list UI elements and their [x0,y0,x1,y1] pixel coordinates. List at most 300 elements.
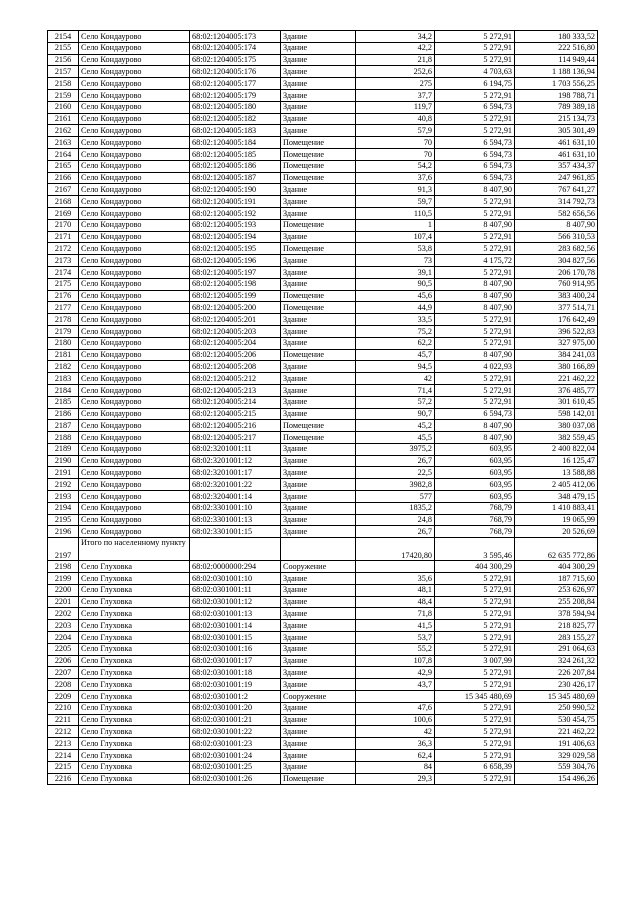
table-row [48,738,598,750]
cadastral-number-cell: 68:02:1204005:203 [190,325,281,337]
unit-value-cell: 5 272,91 [435,207,515,219]
cadastral-number-cell: 68:02:1204005:212 [190,373,281,385]
object-type-cell: Помещение [281,243,356,255]
area-cell: 22,5 [356,467,435,479]
unit-value-cell: 8 407,90 [435,278,515,290]
row-number-cell: 2194 [48,502,79,514]
table-row [48,573,598,585]
row-number-cell: 2202 [48,608,79,620]
cadastral-number-cell: 68:02:0301001:23 [190,738,281,750]
settlement-name-cell: Село Кондаурово [79,78,190,90]
settlement-name-cell: Село Кондаурово [79,219,190,231]
area-cell: 54,2 [356,160,435,172]
row-number-cell: 2182 [48,361,79,373]
unit-value-cell: 5 272,91 [435,396,515,408]
cadastral-value-cell: 255 208,84 [515,596,598,608]
area-cell: 100,6 [356,714,435,726]
settlement-name-cell: Село Кондаурово [79,243,190,255]
object-type-cell: Здание [281,655,356,667]
cadastral-value-cell: 15 345 480,69 [515,691,598,703]
unit-value-cell: 5 272,91 [435,113,515,125]
table-row [48,207,598,219]
object-type-cell: Сооружение [281,691,356,703]
object-type-cell: Здание [281,207,356,219]
settlement-name-cell: Село Кондаурово [79,54,190,66]
table-row [48,467,598,479]
area-cell: 40,8 [356,113,435,125]
cadastral-value-cell: 461 631,10 [515,137,598,149]
object-type-cell: Помещение [281,302,356,314]
cadastral-number-cell: 68:02:1204005:193 [190,219,281,231]
cadastral-number-cell [190,538,281,561]
table-row [48,266,598,278]
object-type-cell: Здание [281,266,356,278]
row-number-cell: 2183 [48,373,79,385]
area-cell: 275 [356,78,435,90]
cadastral-number-cell: 68:02:1204005:216 [190,420,281,432]
cadastral-number-cell: 68:02:1204005:176 [190,66,281,78]
area-cell: 70 [356,148,435,160]
cadastral-number-cell: 68:02:1204005:174 [190,42,281,54]
area-cell: 37,7 [356,89,435,101]
cadastral-number-cell: 68:02:1204005:183 [190,125,281,137]
row-number-cell: 2156 [48,54,79,66]
row-number-cell: 2165 [48,160,79,172]
settlement-name-cell: Село Глуховка [79,620,190,632]
row-number-cell: 2158 [48,78,79,90]
area-cell: 577 [356,491,435,503]
object-type-cell: Здание [281,373,356,385]
row-number-cell: 2213 [48,738,79,750]
unit-value-cell: 6 658,39 [435,761,515,773]
cadastral-value-cell: 566 310,53 [515,231,598,243]
object-type-cell: Здание [281,714,356,726]
settlement-name-cell: Село Глуховка [79,667,190,679]
cadastral-value-cell: 377 514,71 [515,302,598,314]
area-cell: 91,3 [356,184,435,196]
object-type-cell: Здание [281,726,356,738]
cadastral-number-cell: 68:02:3301001:15 [190,526,281,538]
cadastral-value-cell: 187 715,60 [515,573,598,585]
object-type-cell: Здание [281,125,356,137]
table-row [48,148,598,160]
row-number-cell: 2177 [48,302,79,314]
cadastral-number-cell: 68:02:3201001:17 [190,467,281,479]
row-number-cell: 2214 [48,750,79,762]
area-cell: 42 [356,726,435,738]
unit-value-cell: 6 594,73 [435,408,515,420]
unit-value-cell: 5 272,91 [435,314,515,326]
object-type-cell: Здание [281,31,356,43]
cadastral-value-cell: 305 301,49 [515,125,598,137]
unit-value-cell: 768,79 [435,502,515,514]
table-row [48,702,598,714]
area-cell: 75,2 [356,325,435,337]
cadastral-value-cell: 324 261,32 [515,655,598,667]
cadastral-number-cell: 68:02:3201001:12 [190,455,281,467]
object-type-cell: Здание [281,89,356,101]
cadastral-value-cell: 222 516,80 [515,42,598,54]
unit-value-cell: 8 407,90 [435,432,515,444]
unit-value-cell: 5 272,91 [435,679,515,691]
object-type-cell: Здание [281,255,356,267]
unit-value-cell: 603,95 [435,491,515,503]
table-row [48,302,598,314]
object-type-cell: Здание [281,761,356,773]
unit-value-cell: 603,95 [435,479,515,491]
cadastral-value-cell: 301 610,45 [515,396,598,408]
area-cell [356,691,435,703]
table-row [48,219,598,231]
cadastral-number-cell: 68:02:0301001:26 [190,773,281,785]
settlement-name-cell: Село Кондаурово [79,31,190,43]
row-number-cell: 2170 [48,219,79,231]
settlement-name-cell: Село Кондаурово [79,113,190,125]
row-number-cell: 2193 [48,491,79,503]
object-type-cell: Здание [281,101,356,113]
cadastral-number-cell: 68:02:1204005:194 [190,231,281,243]
object-type-cell: Помещение [281,137,356,149]
cadastral-value-cell: 218 825,77 [515,620,598,632]
table-row [48,643,598,655]
object-type-cell: Здание [281,491,356,503]
cadastral-number-cell: 68:02:0301001:14 [190,620,281,632]
cadastral-value-cell: 530 454,75 [515,714,598,726]
object-type-cell: Здание [281,231,356,243]
cadastral-value-cell: 348 479,15 [515,491,598,503]
settlement-name-cell: Село Кондаурово [79,278,190,290]
table-row [48,632,598,644]
object-type-cell: Здание [281,467,356,479]
cadastral-value-cell: 382 559,45 [515,432,598,444]
object-type-cell: Помещение [281,773,356,785]
unit-value-cell: 5 272,91 [435,750,515,762]
settlement-name-cell: Село Кондаурово [79,137,190,149]
cadastral-value-cell: 19 065,99 [515,514,598,526]
object-type-cell: Здание [281,750,356,762]
table-row [48,773,598,785]
row-number-cell: 2166 [48,172,79,184]
settlement-name-cell: Село Кондаурово [79,66,190,78]
table-row [48,373,598,385]
cadastral-value-cell: 230 426,17 [515,679,598,691]
settlement-name-cell: Село Кондаурово [79,266,190,278]
unit-value-cell: 603,95 [435,455,515,467]
unit-value-cell: 5 272,91 [435,773,515,785]
area-cell: 42 [356,373,435,385]
table-row [48,31,598,43]
cadastral-number-cell: 68:02:0301001:18 [190,667,281,679]
unit-value-cell: 603,95 [435,467,515,479]
cadastral-value-cell: 250 990,52 [515,702,598,714]
area-cell: 62,2 [356,337,435,349]
cadastral-value-cell: 2 400 822,04 [515,443,598,455]
unit-value-cell: 5 272,91 [435,584,515,596]
cadastral-value-cell: 221 462,22 [515,726,598,738]
area-cell: 35,6 [356,573,435,585]
cadastral-number-cell: 68:02:1204005:217 [190,432,281,444]
area-cell: 62,4 [356,750,435,762]
unit-value-cell: 5 272,91 [435,196,515,208]
table-row [48,113,598,125]
row-number-cell: 2185 [48,396,79,408]
object-type-cell: Здание [281,314,356,326]
table-row [48,691,598,703]
cadastral-number-cell: 68:02:1204005:187 [190,172,281,184]
unit-value-cell: 768,79 [435,514,515,526]
row-number-cell: 2199 [48,573,79,585]
settlement-name-cell: Село Глуховка [79,679,190,691]
object-type-cell: Здание [281,514,356,526]
cadastral-number-cell: 68:02:3201001:22 [190,479,281,491]
settlement-name-cell: Село Кондаурово [79,290,190,302]
row-number-cell: 2195 [48,514,79,526]
object-type-cell: Помещение [281,432,356,444]
object-type-cell: Здание [281,66,356,78]
area-cell: 48,1 [356,584,435,596]
settlement-name-cell: Село Кондаурово [79,396,190,408]
unit-value-cell: 5 272,91 [435,573,515,585]
area-cell: 90,5 [356,278,435,290]
settlement-name-cell: Село Глуховка [79,632,190,644]
cadastral-value-cell: 378 594,94 [515,608,598,620]
cadastral-number-cell: 68:02:0301001:21 [190,714,281,726]
cadastral-number-cell: 68:02:0301001:17 [190,655,281,667]
table-row [48,125,598,137]
table-row [48,491,598,503]
area-cell: 44,9 [356,302,435,314]
row-number-cell: 2209 [48,691,79,703]
area-cell: 3975,2 [356,443,435,455]
row-number-cell: 2181 [48,349,79,361]
object-type-cell: Здание [281,42,356,54]
cadastral-value-cell: 221 462,22 [515,373,598,385]
table-row [48,196,598,208]
area-cell: 59,7 [356,196,435,208]
cadastral-value-cell: 180 333,52 [515,31,598,43]
settlement-name-cell: Село Кондаурово [79,432,190,444]
area-cell: 41,5 [356,620,435,632]
settlement-name-cell: Село Глуховка [79,714,190,726]
unit-value-cell: 3 595,46 [435,538,515,561]
cadastral-number-cell: 68:02:1204005:191 [190,196,281,208]
unit-value-cell: 5 272,91 [435,596,515,608]
cadastral-number-cell: 68:02:1204005:177 [190,78,281,90]
cadastral-number-cell: 68:02:3301001:10 [190,502,281,514]
row-number-cell: 2179 [48,325,79,337]
settlement-name-cell: Село Глуховка [79,738,190,750]
table-row [48,750,598,762]
settlement-name-cell: Село Кондаурово [79,302,190,314]
cadastral-number-cell: 68:02:0301001:13 [190,608,281,620]
cadastral-value-cell: 767 641,27 [515,184,598,196]
settlement-name-cell: Село Кондаурово [79,255,190,267]
settlement-name-cell: Село Кондаурово [79,160,190,172]
table-row [48,761,598,773]
cadastral-number-cell: 68:02:0301001:20 [190,702,281,714]
area-cell: 29,3 [356,773,435,785]
unit-value-cell: 6 594,73 [435,172,515,184]
object-type-cell: Здание [281,361,356,373]
object-type-cell: Здание [281,384,356,396]
table-row [48,66,598,78]
settlement-name-cell: Село Глуховка [79,584,190,596]
unit-value-cell: 5 272,91 [435,243,515,255]
cadastral-number-cell: 68:02:0301001:11 [190,584,281,596]
table-row [48,231,598,243]
cadastral-number-cell: 68:02:1204005:195 [190,243,281,255]
unit-value-cell: 5 272,91 [435,337,515,349]
area-cell: 55,2 [356,643,435,655]
cadastral-value-cell: 191 406,63 [515,738,598,750]
cadastral-number-cell: 68:02:1204005:206 [190,349,281,361]
cadastral-value-cell: 582 656,56 [515,207,598,219]
cadastral-value-cell: 327 975,00 [515,337,598,349]
area-cell: 45,2 [356,420,435,432]
table-row [48,160,598,172]
table-row [48,502,598,514]
unit-value-cell: 5 272,91 [435,54,515,66]
area-cell: 1 [356,219,435,231]
cadastral-value-cell: 357 434,37 [515,160,598,172]
table-row [48,443,598,455]
unit-value-cell: 8 407,90 [435,302,515,314]
cadastral-value-cell: 154 496,26 [515,773,598,785]
row-number-cell: 2154 [48,31,79,43]
area-cell: 48,4 [356,596,435,608]
settlement-name-cell: Село Кондаурово [79,479,190,491]
area-cell: 45,7 [356,349,435,361]
row-number-cell: 2200 [48,584,79,596]
settlement-name-cell: Село Кондаурово [79,148,190,160]
row-number-cell: 2207 [48,667,79,679]
row-number-cell: 2159 [48,89,79,101]
area-cell: 107,8 [356,655,435,667]
settlement-name-cell: Село Глуховка [79,761,190,773]
table-row [48,78,598,90]
cadastral-value-cell: 461 631,10 [515,148,598,160]
cadastral-number-cell: 68:02:1204005:173 [190,31,281,43]
settlement-name-cell: Село Глуховка [79,608,190,620]
cadastral-value-cell: 376 485,77 [515,384,598,396]
area-cell: 45,6 [356,290,435,302]
object-type-cell: Сооружение [281,561,356,573]
table-row [48,667,598,679]
cadastral-number-cell: 68:02:0301001:2 [190,691,281,703]
object-type-cell: Здание [281,667,356,679]
cadastral-number-cell: 68:02:1204005:208 [190,361,281,373]
unit-value-cell: 5 272,91 [435,714,515,726]
settlement-name-cell: Село Кондаурово [79,526,190,538]
cadastral-number-cell: 68:02:1204005:190 [190,184,281,196]
unit-value-cell: 5 272,91 [435,325,515,337]
row-number-cell: 2176 [48,290,79,302]
area-cell: 21,8 [356,54,435,66]
unit-value-cell: 5 272,91 [435,726,515,738]
table-row [48,101,598,113]
area-cell: 39,1 [356,266,435,278]
table-row [48,54,598,66]
row-number-cell: 2162 [48,125,79,137]
cadastral-value-cell: 760 914,95 [515,278,598,290]
settlement-name-cell: Село Глуховка [79,773,190,785]
row-number-cell: 2157 [48,66,79,78]
area-cell: 17420,80 [356,538,435,561]
object-type-cell: Здание [281,596,356,608]
object-type-cell: Здание [281,408,356,420]
row-number-cell: 2201 [48,596,79,608]
settlement-name-cell: Село Кондаурово [79,196,190,208]
area-cell: 71,4 [356,384,435,396]
settlement-name-cell: Село Кондаурово [79,337,190,349]
area-cell: 53,7 [356,632,435,644]
settlement-name-cell: Село Кондаурово [79,172,190,184]
document-page [47,30,597,785]
unit-value-cell: 5 272,91 [435,231,515,243]
object-type-cell: Здание [281,679,356,691]
object-type-cell: Здание [281,632,356,644]
cadastral-value-cell: 8 407,90 [515,219,598,231]
table-row [48,337,598,349]
settlement-name-cell: Село Кондаурово [79,184,190,196]
settlement-name-cell: Село Кондаурово [79,101,190,113]
cadastral-number-cell: 68:02:0301001:25 [190,761,281,773]
object-type-cell: Помещение [281,290,356,302]
row-number-cell: 2191 [48,467,79,479]
object-type-cell: Здание [281,278,356,290]
settlement-name-cell: Село Глуховка [79,691,190,703]
object-type-cell: Здание [281,78,356,90]
cadastral-value-cell: 1 188 136,94 [515,66,598,78]
area-cell: 47,6 [356,702,435,714]
unit-value-cell: 603,95 [435,443,515,455]
row-number-cell: 2198 [48,561,79,573]
table-row [48,514,598,526]
area-cell [356,561,435,573]
settlement-name-cell: Село Кондаурово [79,89,190,101]
area-cell: 1835,2 [356,502,435,514]
table-row [48,655,598,667]
unit-value-cell: 5 272,91 [435,702,515,714]
row-number-cell: 2174 [48,266,79,278]
settlement-name-cell: Село Кондаурово [79,125,190,137]
cadastral-value-cell: 13 588,88 [515,467,598,479]
row-number-cell: 2160 [48,101,79,113]
row-number-cell: 2212 [48,726,79,738]
cadastral-value-cell: 384 241,03 [515,349,598,361]
area-cell: 43,7 [356,679,435,691]
row-number-cell: 2215 [48,761,79,773]
object-type-cell: Здание [281,325,356,337]
unit-value-cell: 6 594,73 [435,148,515,160]
object-type-cell: Здание [281,396,356,408]
object-type-cell: Помещение [281,172,356,184]
area-cell: 26,7 [356,526,435,538]
cadastral-value-cell: 283 682,56 [515,243,598,255]
table-row [48,526,598,538]
object-type-cell: Здание [281,443,356,455]
area-cell: 36,3 [356,738,435,750]
settlement-name-cell: Село Кондаурово [79,325,190,337]
area-cell: 119,7 [356,101,435,113]
row-number-cell: 2205 [48,643,79,655]
settlement-name-cell: Село Глуховка [79,643,190,655]
cadastral-value-cell: 215 134,73 [515,113,598,125]
cadastral-number-cell: 68:02:1204005:204 [190,337,281,349]
row-number-cell: 2211 [48,714,79,726]
unit-value-cell: 5 272,91 [435,373,515,385]
unit-value-cell: 768,79 [435,526,515,538]
